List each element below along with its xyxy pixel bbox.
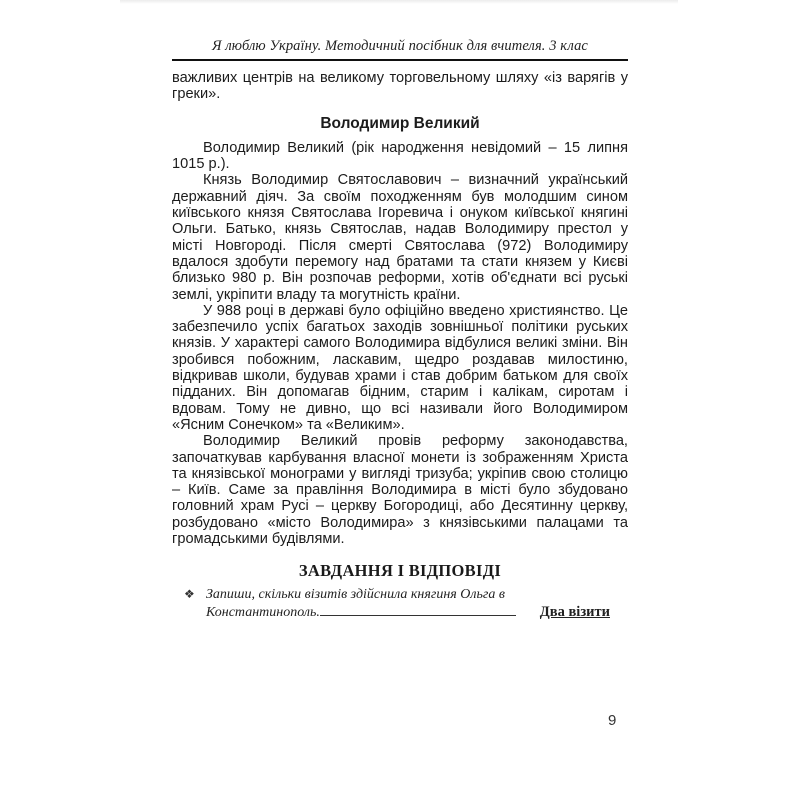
task-question-line2: Константинополь. [206,605,320,621]
body-text [172,70,628,547]
intro-paragraph: важливих центрів на великому торговельному шляху «із варягів у греки». [172,70,628,103]
tasks-title: ЗАВДАННЯ І ВІДПОВІДІ [298,561,502,581]
answer-blank-line [320,603,516,616]
running-head: Я люблю Україну. Методичний посібник для вчителя. 3 клас [172,38,628,61]
section-title: Володимир Великий [320,114,480,132]
paragraph: У 988 році в державі було офіційно введено християнство. Це забезпечило успіх багатьох заходів зовнішньої політики руських князів. У характері самого Володимира відбулися великі зміни. Він зробився побожним, ласкавим, щедро роздавав милостиню, відкривав школи, будував храми і став добрим батьком для своїх підданих. Він допомагав бідним, старим і калікам, сиротам і вдовам. Тому не дивно, що всі називали його Володимиром «Ясним Сонечком» та «Великим». [172,302,628,433]
paragraph: Князь Володимир Святославович – визначний український державний діяч. За своїм походженням був молодшим сином київського князя Святослава Ігоревича і онуком київської княгині Ольги. Батько, князь Святослав, надав Володимиру престол у місті Новгороді. Після смерті Святослава (972) Володимиру вдалося здобути перемогу над братами та стати князем у Києві близько 980 р. Він розпочав реформи, хотів об'єднати всі руські землі, укріпити владу та могутність країни. [172,172,628,303]
page-top-shadow [120,0,678,4]
page-number: 9 [608,712,617,729]
task-question-line1: Запиши, скільки візитів здійснила княгиня Ольга в [206,587,505,603]
paragraph: Володимир Великий провів реформу законодавства, започаткував карбування власної монети із зображенням Христа та князівської монограми у вигляді тризуба; укріпив свою столицю – Київ. Саме за правління Володимира в місті було збудовано головний храм Русі – церкву Богородиці, або Десятинну церкву, розбудовано «місто Володимира» з князівськими палацами та громадськими будівлями. [172,433,628,548]
task-item [172,586,628,621]
paragraph: Володимир Великий (рік народження невідомий – 15 липня 1015 р.). [172,139,628,173]
task-answer: Два візити [539,604,610,621]
document-page [172,38,628,621]
four-diamond-bullet-icon: ❖ [184,587,195,602]
